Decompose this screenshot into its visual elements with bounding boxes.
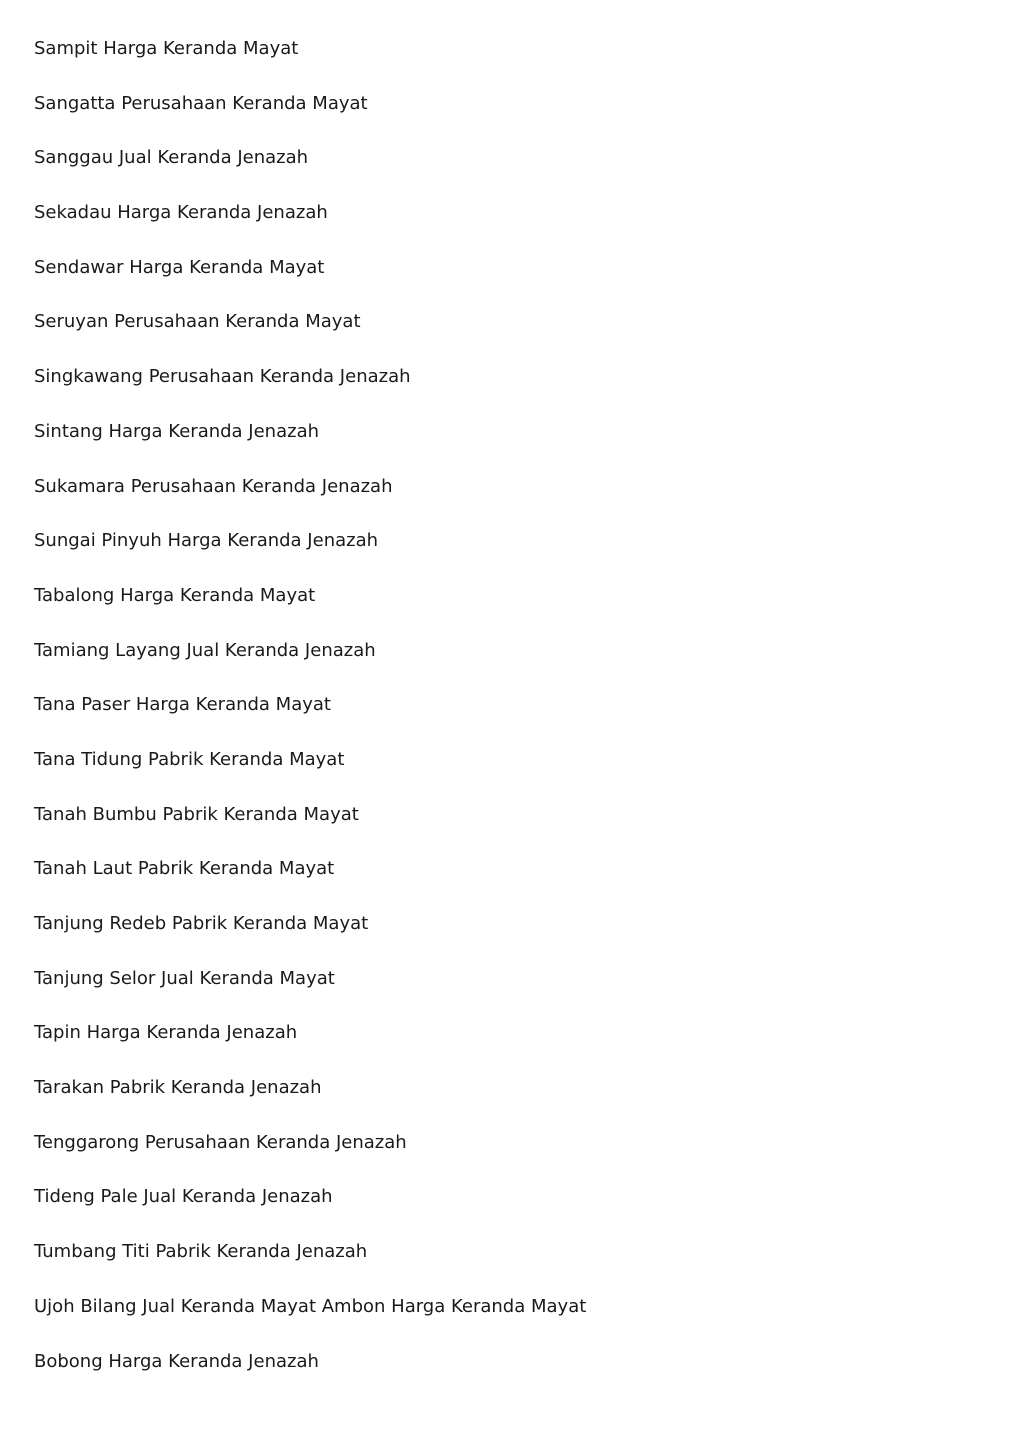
text-line-list [34, 38, 994, 1405]
text-line: Tamiang Layang Jual Keranda Jenazah [34, 639, 376, 661]
text-line: Sungai Pinyuh Harga Keranda Jenazah [34, 530, 379, 552]
text-line: Bobong Harga Keranda Jenazah [34, 1350, 319, 1372]
text-line: Sanggau Jual Keranda Jenazah [34, 147, 309, 169]
text-line: Tanjung Redeb Pabrik Keranda Mayat [34, 913, 369, 934]
text-line: Sampit Harga Keranda Mayat [34, 38, 299, 59]
text-line: Ujoh Bilang Jual Keranda Mayat Ambon Harga Keranda Mayat [34, 1295, 587, 1317]
text-line: Tenggarong Perusahaan Keranda Jenazah [34, 1131, 407, 1153]
text-line: Tana Tidung Pabrik Keranda Mayat [34, 748, 345, 770]
text-line: Tanah Laut Pabrik Keranda Mayat [34, 858, 335, 880]
text-line: Sangatta Perusahaan Keranda Mayat [34, 92, 368, 114]
text-line: Tideng Pale Jual Keranda Jenazah [34, 1186, 333, 1208]
text-line: Tumbang Titi Pabrik Keranda Jenazah [34, 1241, 368, 1263]
text-line: Tapin Harga Keranda Jenazah [34, 1022, 298, 1044]
text-line: Sendawar Harga Keranda Mayat [34, 256, 325, 278]
text-line: Tarakan Pabrik Keranda Jenazah [34, 1077, 322, 1099]
text-line: Singkawang Perusahaan Keranda Jenazah [34, 366, 411, 388]
text-line: Sukamara Perusahaan Keranda Jenazah [34, 475, 393, 497]
text-line: Sintang Harga Keranda Jenazah [34, 420, 320, 442]
text-line: Tana Paser Harga Keranda Mayat [34, 694, 331, 716]
text-line: Seruyan Perusahaan Keranda Mayat [34, 311, 361, 333]
text-line: Sekadau Harga Keranda Jenazah [34, 202, 328, 224]
text-line: Tabalong Harga Keranda Mayat [34, 584, 316, 606]
text-line: Tanjung Selor Jual Keranda Mayat [34, 967, 335, 989]
text-line: Tanah Bumbu Pabrik Keranda Mayat [34, 803, 359, 825]
